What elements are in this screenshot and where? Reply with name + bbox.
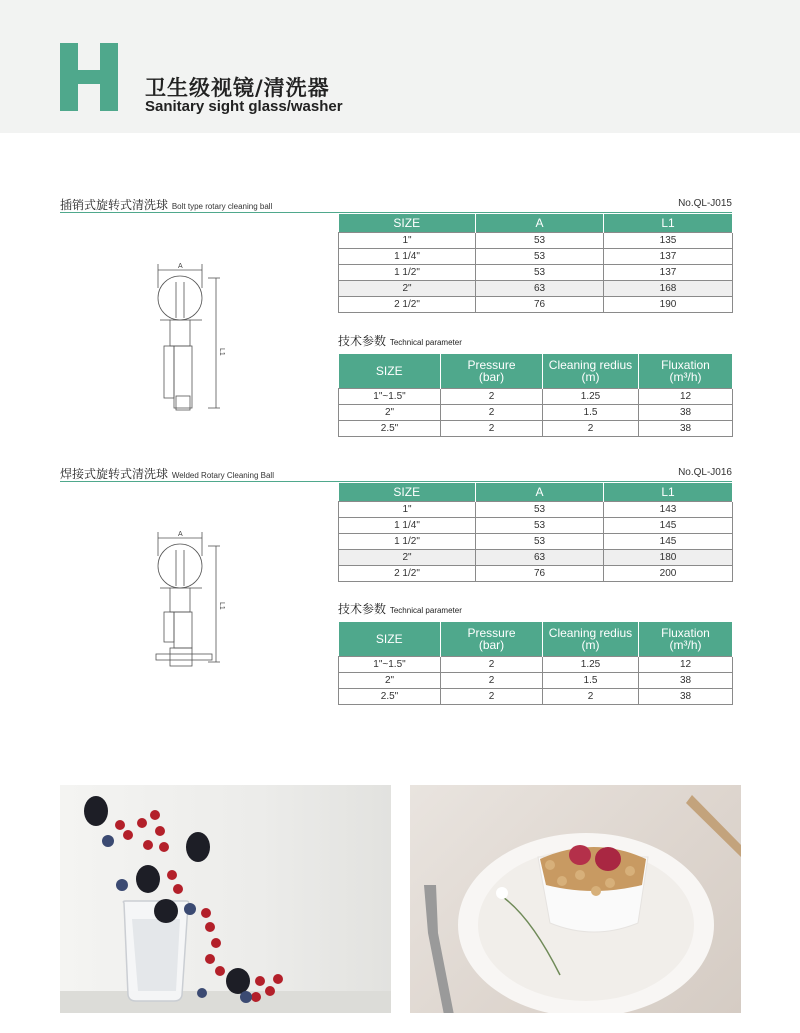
tech-header-unit: (m) xyxy=(581,369,600,384)
table-cell: 1 1/4" xyxy=(339,517,476,533)
spec-header-size: SIZE xyxy=(339,214,476,232)
tech-header-text: SIZE xyxy=(375,631,403,646)
tech-label-cn: 技术参数 xyxy=(338,602,387,616)
table-row xyxy=(339,533,733,549)
table-cell: 137 xyxy=(604,264,733,280)
tech-header-text: Pressure xyxy=(467,357,516,372)
table-row xyxy=(339,232,733,248)
drawing-2-dim-l1: L1 xyxy=(218,602,225,610)
tech-header-size xyxy=(339,622,441,656)
table-row xyxy=(339,280,733,296)
tech-header-unit: (bar) xyxy=(478,369,505,384)
table-cell: 38 xyxy=(639,420,733,436)
spec-header-a: A xyxy=(476,214,604,232)
page-title-cn: 卫生级视镜/清洗器 xyxy=(145,76,330,100)
section-2-divider xyxy=(60,481,732,482)
section-2-title-cn: 焊接式旋转式清洗球 xyxy=(60,467,169,481)
table-cell: 2 xyxy=(543,420,639,436)
page-title-en: Sanitary sight glass/washer xyxy=(145,98,343,115)
table-cell: 1 1/2" xyxy=(339,533,476,549)
header-letter-h xyxy=(60,43,120,111)
section-1-title-en: Bolt type rotary cleaning ball xyxy=(171,202,273,211)
spec-header-l1: L1 xyxy=(604,483,733,501)
table-cell: 2 xyxy=(441,656,543,672)
spec-header-row xyxy=(339,483,733,501)
table-cell: 190 xyxy=(604,296,733,312)
spec-header-a: A xyxy=(476,483,604,501)
table-cell: 1 1/4" xyxy=(339,248,476,264)
section-1-spec-table xyxy=(338,214,733,313)
table-cell: 1" xyxy=(339,501,476,517)
table-row xyxy=(339,517,733,533)
table-cell: 1.25 xyxy=(543,656,639,672)
page-header xyxy=(0,0,800,133)
section-1-tech-table xyxy=(338,354,733,437)
table-cell: 1.25 xyxy=(543,388,639,404)
tech-header-text: Cleaning redius xyxy=(548,625,633,640)
tech-header-row xyxy=(339,622,733,656)
table-row xyxy=(339,501,733,517)
table-cell: 53 xyxy=(476,517,604,533)
table-cell: 145 xyxy=(604,517,733,533)
table-row xyxy=(339,420,733,436)
section-2-model-number: No.QL-J016 xyxy=(678,467,732,478)
section-2-title xyxy=(60,465,274,482)
berries-glass-photo xyxy=(60,785,391,1013)
tech-header-fluxation xyxy=(639,622,733,656)
table-cell: 76 xyxy=(476,565,604,581)
table-cell: 2 xyxy=(441,404,543,420)
tech-header-row xyxy=(339,354,733,388)
table-row xyxy=(339,264,733,280)
table-cell: 2" xyxy=(339,672,441,688)
tech-header-unit: (m³/h) xyxy=(669,369,702,384)
tech-header-unit: (bar) xyxy=(478,637,505,652)
tech-header-unit: (m³/h) xyxy=(669,637,702,652)
table-cell: 76 xyxy=(476,296,604,312)
table-cell: 2.5" xyxy=(339,688,441,704)
section-1-model-number: No.QL-J015 xyxy=(678,198,732,209)
welded-cleaning-ball-drawing xyxy=(140,526,230,674)
table-row xyxy=(339,549,733,565)
tech-header-text: SIZE xyxy=(375,363,403,378)
tech-label-en: Technical parameter xyxy=(389,338,462,347)
tech-label-cn: 技术参数 xyxy=(338,334,387,348)
table-cell: 53 xyxy=(476,248,604,264)
berries-illustration xyxy=(60,785,391,1013)
drawing-1-dim-l1: L1 xyxy=(218,348,225,356)
table-cell: 2" xyxy=(339,549,476,565)
table-cell: 2 xyxy=(441,688,543,704)
table-cell: 12 xyxy=(639,388,733,404)
table-cell: 63 xyxy=(476,549,604,565)
tech-header-pressure xyxy=(441,622,543,656)
section-2-tech-label xyxy=(338,600,462,617)
tech-header-text: Pressure xyxy=(467,625,516,640)
table-cell: 1"~1.5" xyxy=(339,388,441,404)
table-cell: 143 xyxy=(604,501,733,517)
table-cell: 1"~1.5" xyxy=(339,656,441,672)
table-row xyxy=(339,248,733,264)
tech-header-fluxation xyxy=(639,354,733,388)
tech-header-text: Cleaning redius xyxy=(548,357,633,372)
table-cell: 168 xyxy=(604,280,733,296)
table-cell: 2 xyxy=(441,388,543,404)
section-1-divider xyxy=(60,212,732,213)
table-cell: 53 xyxy=(476,501,604,517)
tech-header-text: Fluxation xyxy=(661,625,710,640)
table-cell: 38 xyxy=(639,672,733,688)
tech-header-radius xyxy=(543,622,639,656)
table-row xyxy=(339,672,733,688)
table-cell: 12 xyxy=(639,656,733,672)
tech-header-size xyxy=(339,354,441,388)
table-cell: 2.5" xyxy=(339,420,441,436)
section-2-spec-table xyxy=(338,483,733,582)
spec-header-row xyxy=(339,214,733,232)
drawing-1-dim-a: A xyxy=(178,263,183,270)
table-cell: 63 xyxy=(476,280,604,296)
table-cell: 2 xyxy=(441,420,543,436)
table-cell: 1 1/2" xyxy=(339,264,476,280)
table-cell: 53 xyxy=(476,264,604,280)
table-row xyxy=(339,656,733,672)
table-cell: 1.5 xyxy=(543,404,639,420)
table-cell: 135 xyxy=(604,232,733,248)
table-row xyxy=(339,296,733,312)
table-row xyxy=(339,565,733,581)
table-cell: 2 xyxy=(441,672,543,688)
table-cell: 145 xyxy=(604,533,733,549)
spec-header-l1: L1 xyxy=(604,214,733,232)
table-cell: 53 xyxy=(476,232,604,248)
tech-label-en: Technical parameter xyxy=(389,606,462,615)
table-cell: 53 xyxy=(476,533,604,549)
section-1-title-cn: 插销式旋转式清洗球 xyxy=(60,198,169,212)
table-cell: 2" xyxy=(339,404,441,420)
table-row xyxy=(339,388,733,404)
table-cell: 2" xyxy=(339,280,476,296)
spec-header-size: SIZE xyxy=(339,483,476,501)
table-cell: 38 xyxy=(639,404,733,420)
section-2-title-en: Welded Rotary Cleaning Ball xyxy=(171,471,274,480)
table-cell: 1.5 xyxy=(543,672,639,688)
table-cell: 180 xyxy=(604,549,733,565)
table-cell: 137 xyxy=(604,248,733,264)
section-1-tech-label xyxy=(338,332,462,349)
section-2-tech-table xyxy=(338,622,733,705)
bolt-type-cleaning-ball-drawing xyxy=(140,258,230,418)
granola-bowl-photo xyxy=(410,785,741,1013)
tech-header-unit: (m) xyxy=(581,637,600,652)
drawing-2-dim-a: A xyxy=(178,531,183,538)
table-cell: 200 xyxy=(604,565,733,581)
table-cell: 2 xyxy=(543,688,639,704)
tech-header-text: Fluxation xyxy=(661,357,710,372)
table-cell: 2 1/2" xyxy=(339,565,476,581)
table-cell: 1" xyxy=(339,232,476,248)
table-row xyxy=(339,688,733,704)
table-cell: 38 xyxy=(639,688,733,704)
granola-illustration xyxy=(410,785,741,1013)
table-cell: 2 1/2" xyxy=(339,296,476,312)
tech-header-pressure xyxy=(441,354,543,388)
section-1-title xyxy=(60,196,272,213)
tech-header-radius xyxy=(543,354,639,388)
table-row xyxy=(339,404,733,420)
